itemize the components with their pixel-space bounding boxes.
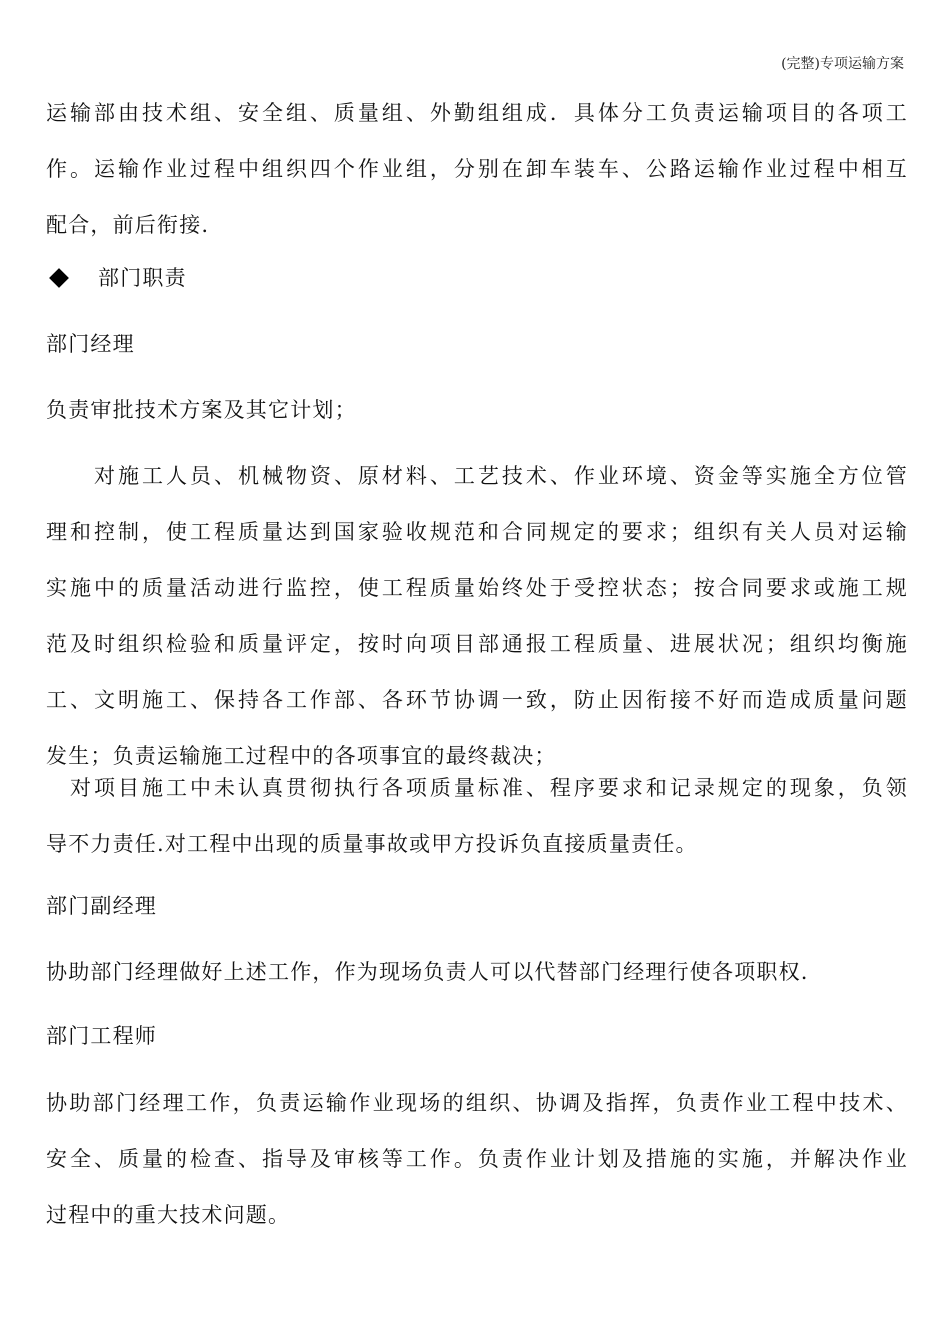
manager-title: 部门经理 [46, 332, 135, 356]
manager-duty-2-line-4: 范及时组织检验和质量评定，按时向项目部通报工程质量、进展状况；组织均衡施 [46, 632, 908, 656]
engineer-duty-line-1: 协助部门经理工作，负责运输作业现场的组织、协调及指挥，负责作业工程中技术、 [46, 1091, 908, 1115]
manager-duty-2-line-2: 理和控制，使工程质量达到国家验收规范和合同规定的要求；组织有关人员对运输 [46, 520, 908, 544]
engineer-duty-line-3: 过程中的重大技术问题。 [46, 1203, 291, 1227]
engineer-duty-line-2: 安全、质量的检查、指导及审核等工作。负责作业计划及措施的实施，并解决作业 [46, 1147, 908, 1171]
manager-duty-2-line-6: 发生；负责运输施工过程中的各项事宜的最终裁决； [46, 744, 557, 768]
section-heading [46, 258, 908, 298]
section-title: 部门职责 [98, 266, 187, 290]
manager-duty-2-line-1: 对施工人员、机械物资、原材料、工艺技术、作业环境、资金等实施全方位管 [94, 464, 908, 488]
manager-duty-approve: 负责审批技术方案及其它计划； [46, 398, 357, 422]
intro-line-1: 运输部由技术组、安全组、质量组、外勤组组成．具体分工负责运输项目的各项工 [46, 101, 908, 125]
deputy-title: 部门副经理 [46, 894, 157, 918]
manager-duty-2-line-5: 工、文明施工、保持各工作部、各环节协调一致，防止因衔接不好而造成质量问题 [46, 688, 908, 712]
deputy-duty: 协助部门经理做好上述工作，作为现场负责人可以代替部门经理行使各项职权. [46, 960, 809, 984]
engineer-title: 部门工程师 [46, 1024, 157, 1048]
manager-duty-2-line-3: 实施中的质量活动进行监控，使工程质量始终处于受控状态；按合同要求或施工规 [46, 576, 908, 600]
manager-duty-3-line-2: 导不力责任.对工程中出现的质量事故或甲方投诉负直接质量责任。 [46, 832, 698, 856]
manager-duty-responsibility [46, 760, 908, 872]
page-header: (完整)专项运输方案 [781, 56, 904, 72]
intro-paragraph [46, 85, 908, 253]
engineer-duty [46, 1075, 908, 1243]
diamond-bullet-icon [49, 268, 69, 288]
intro-line-2: 作。运输作业过程中组织四个作业组，分别在卸车装车、公路运输作业过程中相互 [46, 157, 908, 181]
manager-duty-quality-control [46, 448, 908, 784]
manager-duty-3-line-1: 对项目施工中未认真贯彻执行各项质量标准、程序要求和记录规定的现象，负领 [70, 776, 908, 800]
intro-line-3: 配合，前后衔接. [46, 213, 210, 237]
